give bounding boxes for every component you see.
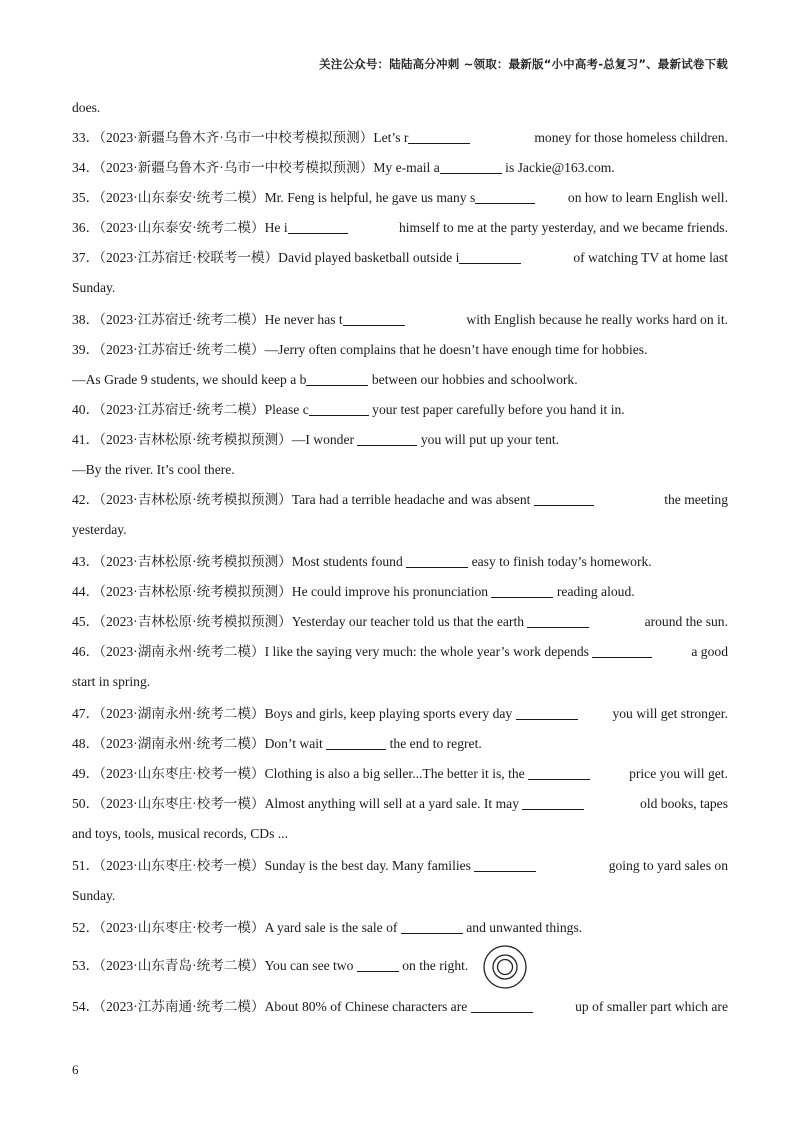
line-text: is Jackie@163.com. [505,160,615,175]
line-text: on how to learn English well. [567,190,728,205]
line-text: and unwanted things. [466,920,583,935]
question-text [72,123,470,153]
question-41 [72,425,728,455]
line-text: 49．（2023·山东枣庄·校考一模）Clothing is also a big seller...The better it is, the [72,766,525,781]
question-35 [72,183,728,213]
question-47 [72,699,728,729]
line-text: a good [691,644,728,659]
line-text: you will get stronger. [612,706,728,721]
page-number: 6 [72,1062,79,1077]
answer-blank[interactable] [474,857,536,872]
question-42 [72,485,728,515]
question-49 [72,759,728,789]
answer-blank[interactable] [309,401,369,416]
question-50 [72,789,728,819]
answer-blank[interactable] [288,219,348,234]
line-text: 41．（2023·吉林松原·统考模拟预测）—I wonder [72,432,355,447]
line-text: 48．（2023·湖南永州·统考二模）Don’t wait [72,736,323,751]
answer-blank[interactable] [475,189,535,204]
question-38 [72,305,728,335]
question-51-cont [72,881,728,913]
answer-blank[interactable] [459,249,521,264]
answer-blank[interactable] [522,795,584,810]
answer-blank[interactable] [516,705,578,720]
question-36 [72,213,728,243]
line-text: you will put up your tent. [420,432,560,447]
question-45 [72,607,728,637]
answer-blank[interactable] [306,371,368,386]
answer-blank[interactable] [527,613,589,628]
line-text: does. [72,100,101,115]
page-header: 关注公众号：陆陆高分冲刺 ~领取：最新版“小中高考-总复习”、最新试卷下载 [319,57,728,71]
line-text: and toys, tools, musical records, CDs ... [72,826,288,841]
line-text: 51．（2023·山东枣庄·校考一模）Sunday is the best day. Many families [72,858,471,873]
line-text: 44．（2023·吉林松原·统考模拟预测）He could improve his pronunciation [72,584,489,599]
line-text: old books, tapes [640,796,728,811]
line-text: 42．（2023·吉林松原·统考模拟预测）Tara had a terrible headache and was absent [72,492,531,507]
question-54 [72,992,728,1022]
question-39 [72,335,728,365]
question-42-cont [72,515,728,547]
question-51 [72,851,728,881]
line-text: 35．（2023·山东泰安·统考二模）Mr. Feng is helpful, he gave us many s [72,190,476,205]
question-53 [72,943,728,988]
line-text: 34．（2023·新疆乌鲁木齐·乌市一中校考模拟预测）My e-mail a [72,160,440,175]
answer-blank[interactable] [326,735,386,750]
answer-blank[interactable] [401,919,463,934]
question-43 [72,547,728,577]
line-text: 39．（2023·江苏宿迁·统考二模）—Jerry often complains that he doesn’t have enough time for hobbies. [72,342,648,357]
question-52 [72,913,728,943]
answer-blank[interactable] [408,129,470,144]
question-40 [72,395,728,425]
line-text: money for those homeless children. [534,130,728,145]
line-text: start in spring. [72,674,151,689]
line-text: 38．（2023·江苏宿迁·统考二模）He never has t [72,312,343,327]
line-text: 52．（2023·山东枣庄·校考一模）A yard sale is the sale of [72,920,398,935]
line-text: —As Grade 9 students, we should keep a b [72,372,307,387]
answer-blank[interactable] [357,431,417,446]
line-text: 47．（2023·湖南永州·统考二模）Boys and girls, keep playing sports every day [72,706,513,721]
line-text: 43．（2023·吉林松原·统考模拟预测）Most students found [72,554,403,569]
exercise-list [72,93,728,1022]
answer-blank[interactable] [471,998,533,1013]
answer-blank[interactable] [528,765,590,780]
line-text: 37．（2023·江苏宿迁·校联考一模）David played basketball outside i [72,250,460,265]
line-text: easy to finish today’s homework. [471,554,652,569]
line-text: 54．（2023·江苏南通·统考二模）About 80% of Chinese characters are [72,999,468,1014]
answer-blank[interactable] [440,159,502,174]
line-text: price you will get. [629,766,728,781]
line-text: 36．（2023·山东泰安·统考二模）He i [72,220,288,235]
line-text: —By the river. It’s cool there. [72,462,235,477]
line-text: reading aloud. [556,584,635,599]
line-text: Sunday. [72,280,116,295]
line-text: 53．（2023·山东青岛·统考二模）You can see two [72,958,354,973]
line-text: around the sun. [644,614,728,629]
answer-blank[interactable] [357,957,399,972]
question-33 [72,123,728,153]
answer-blank[interactable] [343,311,405,326]
line-text: the end to regret. [389,736,482,751]
line-text: between our hobbies and schoolwork. [371,372,578,387]
line-text: himself to me at the party yesterday, and we became friends. [398,220,728,235]
line-text: 50．（2023·山东枣庄·校考一模）Almost anything will sell at a yard sale. It may [72,796,520,811]
question-44 [72,577,728,607]
question-50-cont [72,819,728,851]
answer-blank[interactable] [491,583,553,598]
line-text: on the right. [402,958,469,973]
line-text: Sunday. [72,888,116,903]
line-text: yesterday. [72,522,127,537]
answer-blank[interactable] [406,553,468,568]
question-37-cont [72,273,728,305]
line-text: up of smaller part which are [575,999,728,1014]
line-text: 33．（2023·新疆乌鲁木齐·乌市一中校考模拟预测）Let’s r [72,130,409,145]
question-48 [72,729,728,759]
line-text: of watching TV at home last [573,250,728,265]
concentric-circles-figure [482,944,528,990]
question-41-cont [72,455,728,485]
question-39-cont [72,365,728,395]
question-46-cont [72,667,728,699]
list-item [72,93,728,123]
line-text: with English because he really works hard on it. [466,312,728,327]
line-text: your test paper carefully before you hand it in. [372,402,625,417]
line-text: going to yard sales on [608,858,728,873]
question-37 [72,243,728,273]
answer-blank[interactable] [592,643,652,658]
answer-blank[interactable] [534,491,594,506]
line-text: 46．（2023·湖南永州·统考二模）I like the saying very much: the whole year’s work depends [72,644,589,659]
question-34 [72,153,728,183]
question-46 [72,637,728,667]
line-text: the meeting [664,492,728,507]
line-text: 40．（2023·江苏宿迁·统考二模）Please c [72,402,309,417]
line-text: 45．（2023·吉林松原·统考模拟预测）Yesterday our teacher told us that the earth [72,614,525,629]
